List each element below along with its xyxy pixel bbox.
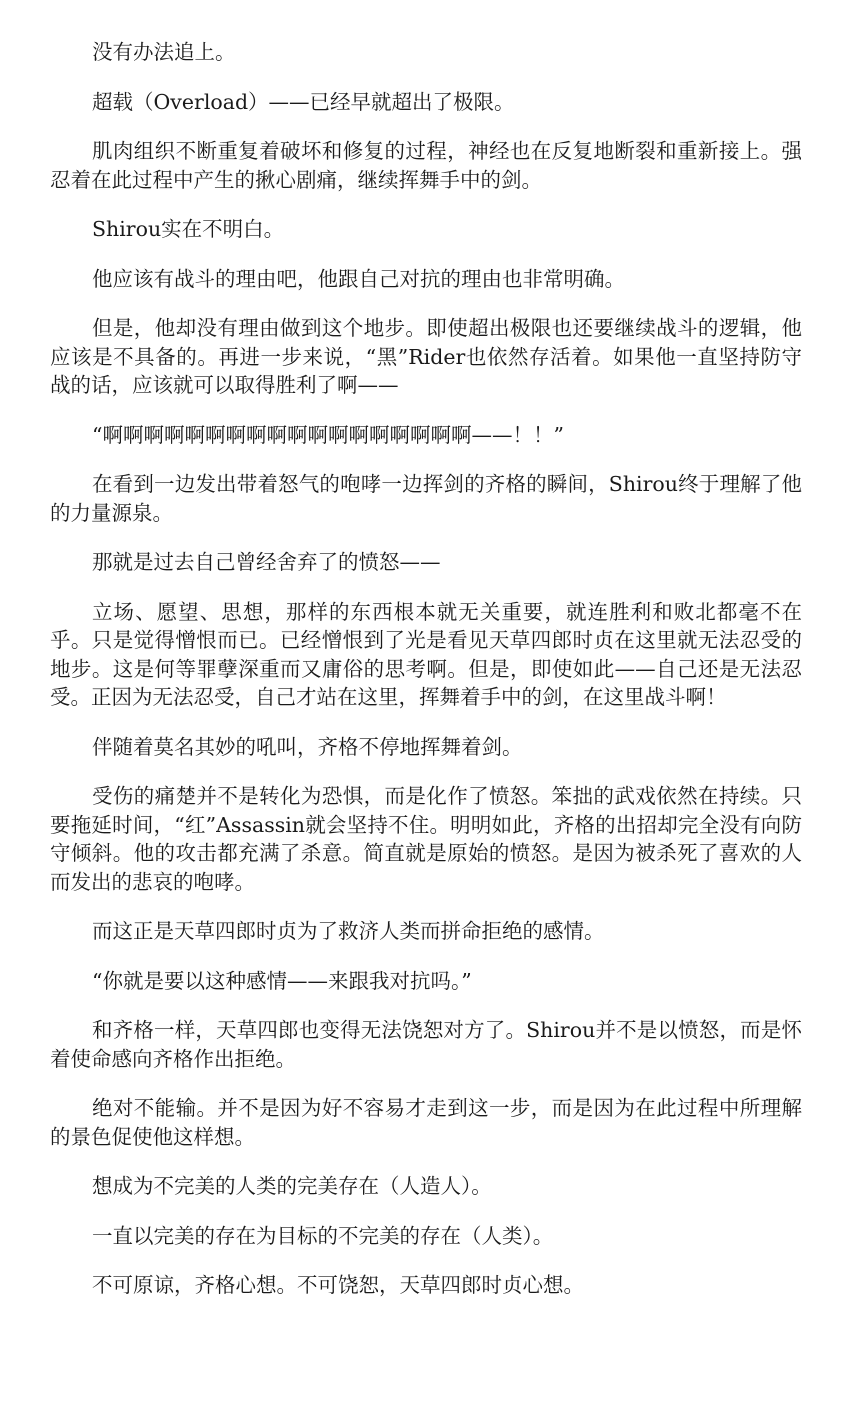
paragraph: Shirou实在不明白。: [92, 217, 285, 241]
paragraph: 伴随着莫名其妙的吼叫，齐格不停地挥舞着剑。: [92, 734, 523, 759]
paragraph: 肌肉组织不断重复着破坏和修复的过程，神经也在反复地断裂和重新接上。强忍着在此过程中产生的揪心剧痛，继续挥舞手中的剑。: [50, 139, 802, 192]
paragraph: 不可原谅，齐格心想。不可饶恕，天草四郎时贞心想。: [92, 1273, 584, 1297]
paragraph: 在看到一边发出带着怒气的咆哮一边挥剑的齐格的瞬间，Shirou终于理解了他的力量源泉。: [50, 472, 802, 525]
paragraph: 绝对不能输。并不是因为好不容易才走到这一步，而是因为在此过程中所理解的景色促使他这样想。: [50, 1096, 802, 1149]
paragraph: 立场、愿望、思想，那样的东西根本就无关重要，就连胜利和败北都毫不在乎。只是觉得憎恨而已。已经憎恨到了光是看见天草四郎时贞在这里就无法忍受的地步。这是何等罪孽深重而又庸俗的思考啊。但是，即使如此——自己还是无法忍受。正因为无法忍受，自己才站在这里，挥舞着手中的剑，在这里战斗啊！: [50, 599, 802, 709]
paragraph: 受伤的痛楚并不是转化为恐惧，而是化作了愤怒。笨拙的武戏依然在持续。只要拖延时间，“红”Assassin就会坚持不住。明明如此，齐格的出招却完全没有向防守倾斜。他的攻击都充满了杀意。简直就是原始的愤怒。是因为被杀死了喜欢的人而发出的悲哀的咆哮。: [50, 784, 802, 894]
paragraph: 超载（Overload）——已经早就超出了极限。: [92, 89, 515, 114]
document-body: [50, 38, 802, 1321]
paragraph: 他应该有战斗的理由吧，他跟自己对抗的理由也非常明确。: [92, 266, 625, 291]
paragraph: 那就是过去自己曾经舍弃了的愤怒——: [92, 550, 441, 574]
paragraph: 一直以完美的存在为目标的不完美的存在（人类）。: [92, 1223, 554, 1248]
quote-paragraph: “啊啊啊啊啊啊啊啊啊啊啊啊啊啊啊啊啊啊——！！”: [92, 422, 564, 447]
paragraph: 但是，他却没有理由做到这个地步。即使超出极限也还要继续战斗的逻辑，他应该是不具备的。再进一步来说，“黑”Rider也依然存活着。如果他一直坚持防守战的话，应该就可以取得胜利了啊——: [50, 316, 802, 397]
paragraph: 而这正是天草四郎时贞为了救济人类而拼命拒绝的感情。: [92, 919, 605, 943]
paragraph: 和齐格一样，天草四郎也变得无法饶恕对方了。Shirou并不是以愤怒，而是怀着使命感向齐格作出拒绝。: [50, 1018, 802, 1071]
quote-paragraph: “你就是要以这种感情——来跟我对抗吗。”: [92, 968, 472, 993]
paragraph: 想成为不完美的人类的完美存在（人造人）。: [92, 1174, 492, 1198]
paragraph: 没有办法追上。: [92, 40, 236, 64]
